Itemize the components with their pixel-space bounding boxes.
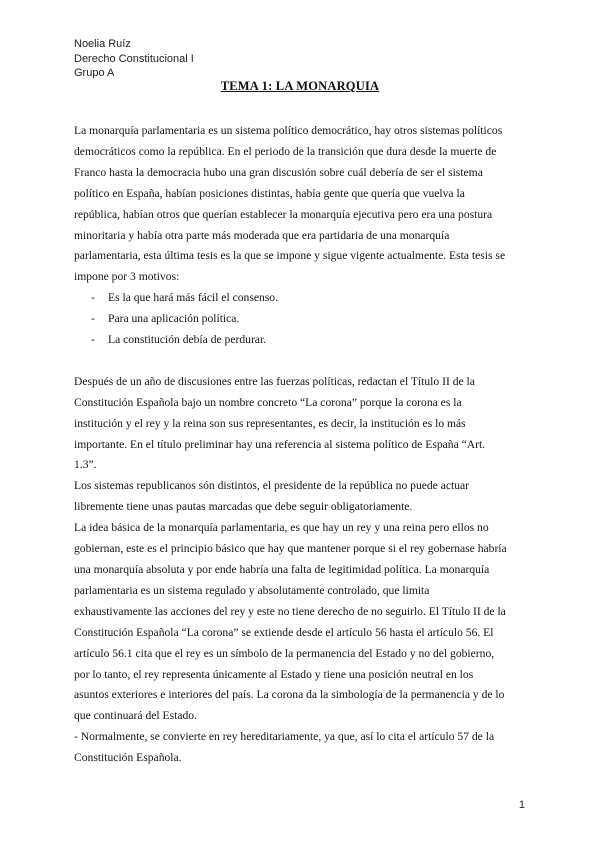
text-line: exhaustivamente las acciones del rey y este no tiene derecho de no seguirlo. El Título II de la bbox=[74, 604, 506, 618]
text-line: importante. En el título preliminar hay una referencia al sistema político de España “Art. bbox=[74, 437, 486, 451]
text-line: Franco hasta la democracia hubo una gran discusión sobre cuál debería de ser el sistema bbox=[74, 165, 483, 179]
group-name: Grupo A bbox=[74, 67, 115, 79]
text-line: república, habían otros que querían establecer la monarquía ejecutiva pero era una postura bbox=[74, 207, 493, 221]
list-item: - Es la que hará más fácil el consenso. bbox=[74, 288, 526, 309]
text-line: gobiernan, este es el principio básico que hay que mantener porque si el rey gobernase habría bbox=[74, 542, 507, 556]
course-name: Derecho Constitucional I bbox=[74, 52, 194, 65]
text-line: Después de un año de discusiones entre las fuerzas políticas, redactan el Título II de la bbox=[74, 374, 475, 388]
text-line: institución y el rey y la reina son sus representantes, es decir, la institución es lo más bbox=[74, 416, 466, 430]
text-line: - Normalmente, se convierte en rey hereditariamente, ya que, así lo cita el artículo 57 de la bbox=[74, 730, 495, 744]
text-line: que continuará del Estado. bbox=[74, 709, 197, 723]
text-line: por lo tanto, el rey representa únicamente al Estado y tiene una posición neutral en los bbox=[74, 667, 474, 681]
text-line: asuntos exteriores e interiores del país. La corona da la simbología de la permanencia y de lo bbox=[74, 688, 505, 702]
document-header bbox=[74, 37, 194, 81]
list-item: - La constitución debía de perdurar. bbox=[74, 330, 526, 351]
text-line: parlamentaria, esta última tesis es la que se impone y sigue vigente actualmente. Esta tesis se bbox=[74, 249, 506, 263]
page-number: 1 bbox=[518, 799, 525, 811]
motives-list bbox=[74, 288, 526, 351]
text-line: La idea básica de la monarquía parlamentaria, es que hay un rey y una reina pero ellos no bbox=[74, 521, 489, 535]
paragraph-gap bbox=[74, 351, 526, 372]
paragraph-hereditario bbox=[74, 727, 526, 769]
author-name: Noelia Ruíz bbox=[74, 38, 131, 50]
text-line: parlamentaria es un sistema regulado y absolutamente controlado, que limita bbox=[74, 583, 430, 597]
text-line: artículo 56.1 cita que el rey es un símbolo de la permanencia del Estado y no del gobierno, bbox=[74, 646, 495, 660]
text-line: Constitución Española. bbox=[74, 751, 182, 765]
paragraph-idea-basica bbox=[74, 518, 526, 727]
text-line: impone por 3 motivos: bbox=[74, 270, 180, 284]
text-line: minoritaria y había otra parte más moderada que era partidaria de una monarquía bbox=[74, 228, 450, 242]
text-line: Constitución Española bajo un nombre concreto “La corona” porque la corona es la bbox=[74, 395, 462, 409]
text-line: libremente tiene unas pautas marcadas que debe seguir obligatoriamente. bbox=[74, 500, 413, 514]
paragraph-republicanos bbox=[74, 476, 526, 518]
text-line: democráticos como la república. En el periodo de la transición que dura desde la muerte de bbox=[74, 144, 497, 158]
text-line: político en España, habían posiciones distintas, había gente que quería que vuelva la bbox=[74, 186, 465, 200]
text-line: Los sistemas republicanos són distintos, el presidente de la república no puede actuar bbox=[74, 479, 470, 493]
text-line: una monarquía absoluta y por ende habría una falta de legitimidad política. La monarquía bbox=[74, 563, 490, 577]
text-line: Constitución Española “La corona” se extiende desde el artículo 56 hasta el artículo 56. El bbox=[74, 625, 494, 639]
paragraph-intro bbox=[74, 121, 526, 288]
document-title: TEMA 1: LA MONARQUIA bbox=[220, 79, 380, 93]
list-item: - Para una aplicación política. bbox=[74, 309, 526, 330]
text-line: La monarquía parlamentaria es un sistema político democrático, hay otros sistemas políticos bbox=[74, 124, 503, 137]
text-line: 1.3”. bbox=[74, 458, 97, 472]
document-body bbox=[74, 121, 526, 769]
paragraph-titulo-ii bbox=[74, 372, 526, 477]
